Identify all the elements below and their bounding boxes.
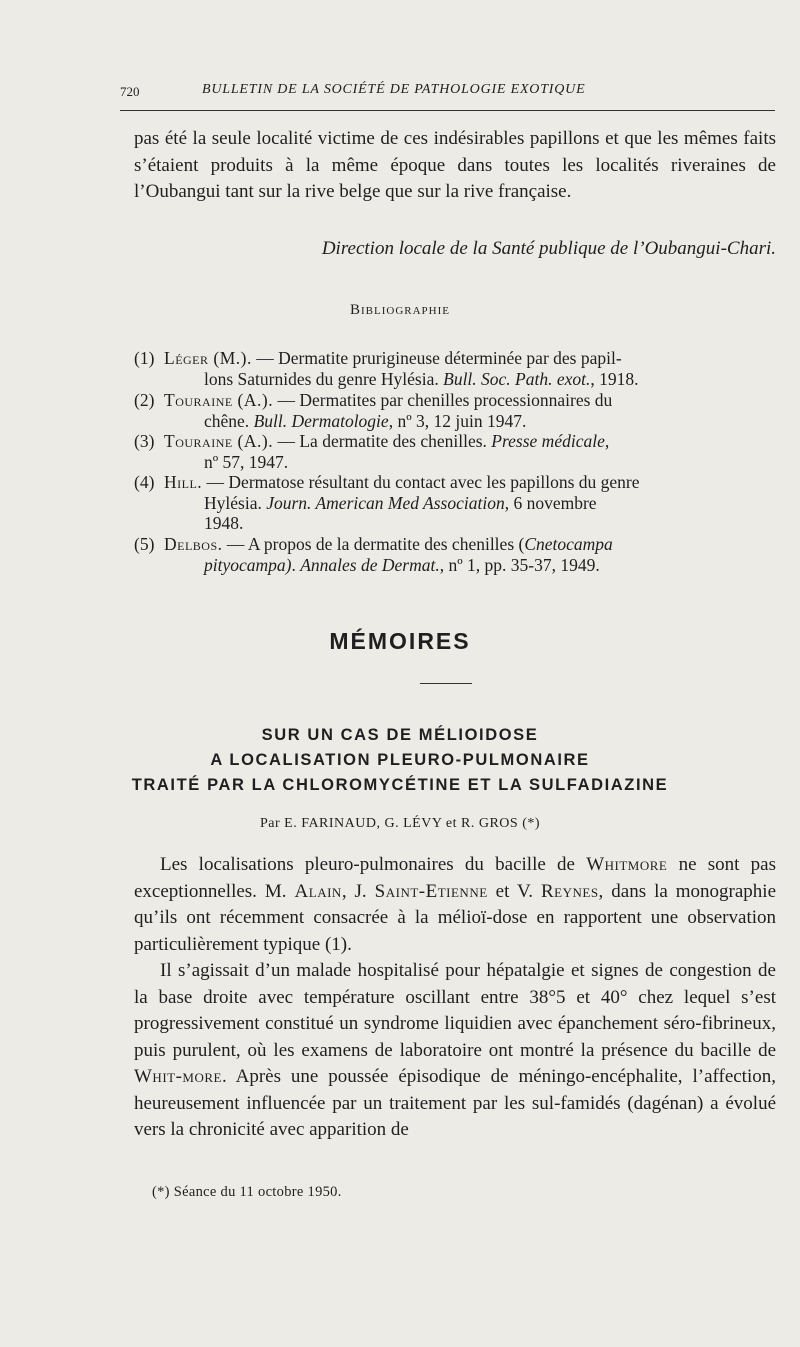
reference-text: — Dermatite prurigineuse déterminée par des papil- xyxy=(251,348,622,368)
page-number: 720 xyxy=(120,84,140,99)
reference-journal: Annales de Dermat. xyxy=(300,554,440,575)
author-name: Whit-more xyxy=(134,1066,222,1087)
reference-journal: Bull. Soc. Path. exot. xyxy=(443,368,591,389)
page-header xyxy=(120,80,775,102)
reference-text: — La dermatite des chenilles. xyxy=(273,431,492,451)
reference-number: (1) xyxy=(134,348,155,368)
reference-author: Touraine (A.). xyxy=(164,431,274,451)
signature: Direction locale de la Santé publique de l’Oubangui-Chari. xyxy=(321,238,776,259)
reference-journal: Cnetocampa xyxy=(524,534,613,554)
reference-text: — Dermatose résultant du contact avec les papillons du genre xyxy=(202,472,640,492)
reference-text: — A propos de la dermatite des chenilles ( xyxy=(222,534,525,554)
reference-text: lons Saturnides du genre Hylésia. xyxy=(204,368,444,389)
intro-paragraph: pas été la seule localité victime de ces indésirables papillons et que les mêmes faits s’étaient produits à la même époque dans toutes les localités riveraines de l’Oubangui tant sur la rive belge que sur la rive française. xyxy=(134,128,776,202)
reference-number: (3) xyxy=(134,431,155,451)
reference-author: Hill. xyxy=(164,472,203,492)
authors-prefix: Par xyxy=(259,816,281,831)
reference-text: , nº 1, pp. 35-37, 1949. xyxy=(439,554,600,575)
reference-author: Léger (M.). xyxy=(164,348,252,368)
text-run: , dans la monographie qu’ils ont récemment consacrée à la mélioï-dose en rapportent une observation particulièrement typique (1). xyxy=(134,880,777,955)
article-title-line-1: SUR UN CAS DE MÉLIOIDOSE xyxy=(261,726,539,744)
author-name: Reynes xyxy=(540,880,599,902)
reference-text: . xyxy=(291,554,301,575)
reference-text: , 1918. xyxy=(590,368,639,389)
reference-author: Touraine (A.). xyxy=(164,390,274,410)
article-paragraph-2 xyxy=(134,958,776,1144)
author-name: Saint-Etienne xyxy=(374,880,488,902)
article-title-line-2: A LOCALISATION PLEURO-PULMONAIRE xyxy=(210,751,590,769)
footnote: (*) Séance du 11 octobre 1950. xyxy=(152,1184,342,1200)
reference-journal: pityocampa) xyxy=(204,554,292,575)
authors-names: E. FARINAUD, G. LÉVY et R. GROS (*) xyxy=(284,816,541,831)
section-title: MÉMOIRES xyxy=(329,628,471,654)
text-run: , J. xyxy=(341,880,375,902)
section-rule xyxy=(420,683,472,684)
reference-text: Hylésia. xyxy=(204,492,267,513)
reference-journal: Presse médicale xyxy=(491,431,605,451)
header-rule xyxy=(120,110,775,111)
reference-journal: Journ. American Med Association xyxy=(266,492,505,513)
text-run: . Après une poussée épisodique de méningo-encéphalite, l’affection, heureusement influencée par un traitement par les sul-famidés (dagénan) a évolué vers la chronicité avec apparition de xyxy=(134,1066,776,1140)
reference-number: (5) xyxy=(134,534,155,554)
article-authors xyxy=(0,816,800,832)
bibliography-heading: Bibliographie xyxy=(350,302,450,318)
reference-number: (2) xyxy=(134,390,155,410)
reference-text: , 6 novembre xyxy=(504,492,597,513)
reference-journal: Bull. Dermatologie xyxy=(253,410,389,431)
text-run: Il s’agissait d’un malade hospitalisé pour hépatalgie et signes de congestion de la base droite avec température oscillant entre 38°5 et 40° chez lequel s’est progressivement constitué un syndrome liquidien avec épanchement séro-fibrineux, puis purulent, où les examens de laboratoire ont montré la présence du bacille de xyxy=(134,960,776,1061)
reference-text: nº 57, 1947. xyxy=(204,451,289,472)
reference-author: Delbos. xyxy=(164,534,223,554)
author-name: Whitmore xyxy=(586,854,668,875)
reference-number: (4) xyxy=(134,472,155,492)
running-title: BULLETIN DE LA SOCIÉTÉ DE PATHOLOGIE EXOTIQUE xyxy=(202,82,586,97)
author-name: Alain xyxy=(294,880,342,902)
article-paragraph-1 xyxy=(134,852,776,958)
reference-text: , nº 3, 12 juin 1947. xyxy=(388,410,527,431)
reference-text: — Dermatites par chenilles processionnaires du xyxy=(273,390,613,410)
reference-text: 1948. xyxy=(204,513,244,533)
text-run: Les localisations pleuro-pulmonaires du bacille de xyxy=(160,854,587,875)
article-title-line-3: TRAITÉ PAR LA CHLOROMYCÉTINE ET LA SULFADIAZINE xyxy=(131,776,669,794)
reference-text: , xyxy=(604,431,610,451)
text-run: et V. xyxy=(487,880,541,902)
reference-text: chêne. xyxy=(204,410,254,431)
text-run: ne sont pas exceptionnelles. M. xyxy=(134,854,777,902)
